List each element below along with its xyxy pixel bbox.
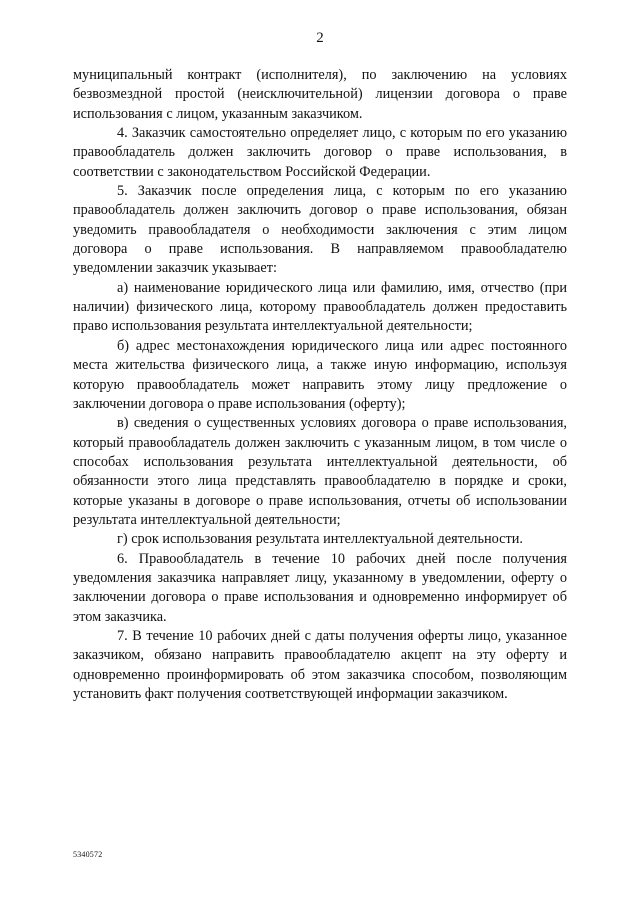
paragraph-continuation: муниципальный контракт (исполнителя), по заключению на условиях безвозмездной простой (неисключительной) лицензии договора о праве использования с лицом, указанным заказчиком. xyxy=(73,67,567,122)
subparagraph-v: в) сведения о существенных условиях договора о праве использования, который правообладатель должен заключить с указанным лицом, в том числе о способах использования результата интеллектуальной деятельности, об обязанности этого лица представлять правообладателю в порядке и сроки, которые указаны в договоре о праве использования, отчеты об использовании результата интеллектуальной деятельности; xyxy=(73,415,567,528)
document-code: 5340572 xyxy=(73,850,103,859)
paragraph-item-4: 4. Заказчик самостоятельно определяет лицо, с которым по его указанию правообладатель должен заключить договор о праве использования, в соответствии с законодательством Российской Федерации. xyxy=(73,125,567,180)
paragraph-item-5: 5. Заказчик после определения лица, с которым по его указанию правообладатель должен заключить договор о праве использования, обязан уведомить правообладателя о необходимости заключения с этим лицом договора о праве использования. В направляемом правообладателю уведомлении заказчик указывает: xyxy=(73,183,567,277)
paragraph-item-7: 7. В течение 10 рабочих дней с даты получения оферты лицо, указанное заказчиком, обязано направить правообладателю акцепт на эту оферту и одновременно проинформировать об этом заказчика способом, позволяющим установить факт получения соответствующей информации заказчиком. xyxy=(73,627,567,702)
subparagraph-b: б) адрес местонахождения юридического лица или адрес постоянного места жительства физического лица, а также иную информацию, используя которую правообладатель может направить этому лицу предложение о заключении договора о праве использования (оферту); xyxy=(73,337,567,412)
subparagraph-a: а) наименование юридического лица или фамилию, имя, отчество (при наличии) физического лица, которому правообладатель должен предоставить право использования результата интеллектуальной деятельности; xyxy=(73,279,567,335)
document-body xyxy=(73,66,567,704)
page-number: 2 xyxy=(316,30,324,46)
subparagraph-g: г) срок использования результата интеллектуальной деятельности. xyxy=(117,531,523,548)
paragraph-item-6: 6. Правообладатель в течение 10 рабочих дней после получения уведомления заказчика направляет лицу, указанному в уведомлении, оферту о заключении договора о праве использования и одновременно информирует об этом заказчика. xyxy=(73,550,567,625)
